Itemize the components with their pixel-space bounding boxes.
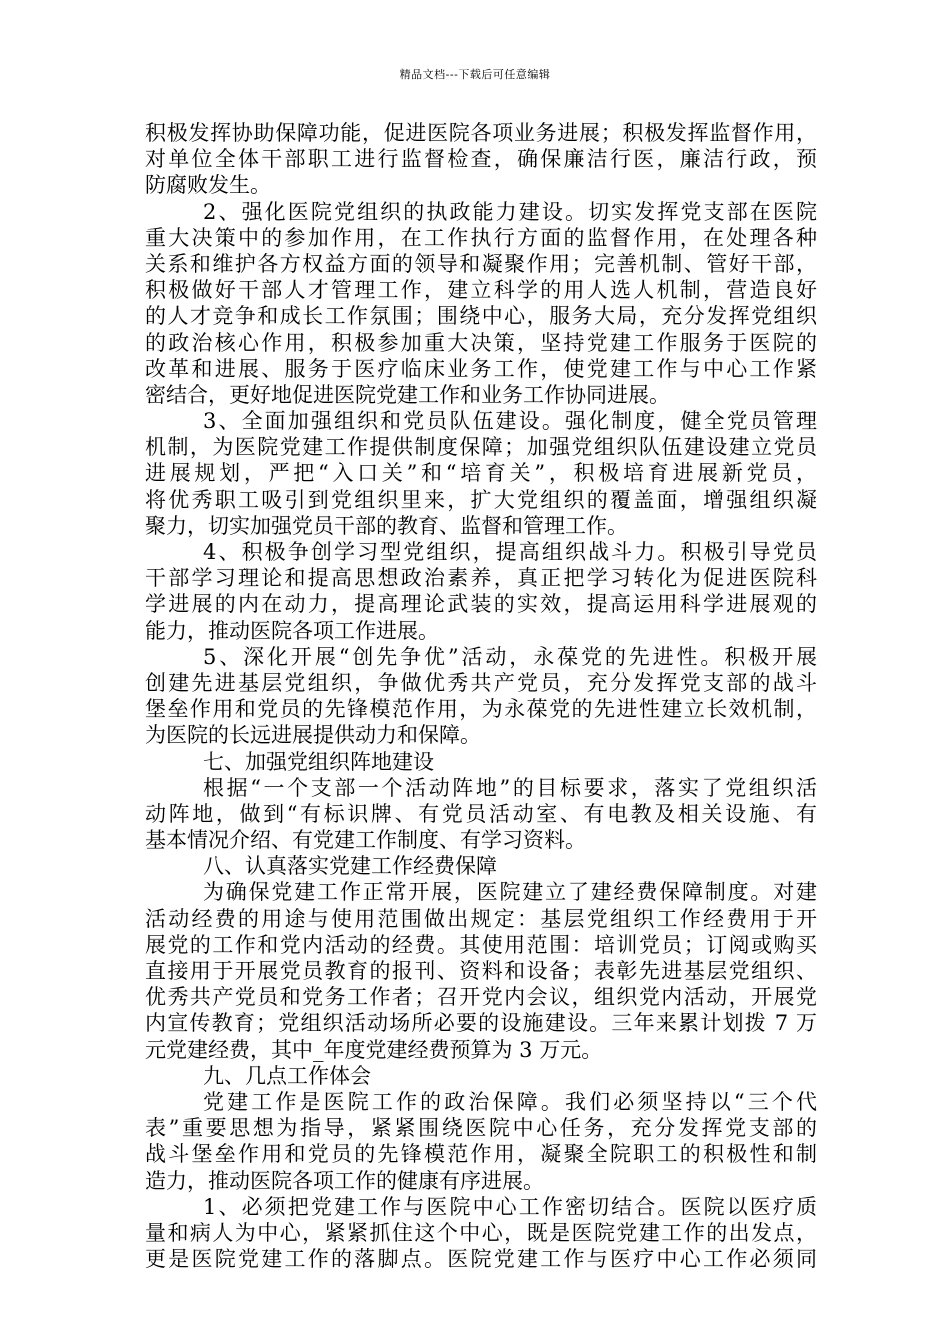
text-line: 堡垒作用和党员的先锋模范作用，为永葆党的先进性建立长效机制， — [145, 697, 817, 722]
text-line: 党建工作是医院工作的政治保障。我们必须坚持以“三个代 — [203, 1089, 817, 1114]
text-line: 1、必须把党建工作与医院中心工作密切结合。医院以医疗质 — [203, 1194, 817, 1219]
text-line: 造力，推动医院各项工作的健康有序进展。 — [145, 1168, 544, 1193]
text-line: 改革和进展、服务于医疗临床业务工作，使党建工作与中心工作紧 — [145, 356, 817, 381]
text-line: 九、几点工作体会 — [203, 1063, 371, 1088]
text-line: 为医院的长远进展提供动力和保障。 — [145, 723, 481, 748]
text-line: 根据“一个支部一个活动阵地”的目标要求，落实了党组织活 — [203, 775, 817, 800]
text-line: 更是医院党建工作的落脚点。医院党建工作与医疗中心工作必须同 — [145, 1247, 817, 1272]
text-line: 能力，推动医院各项工作进展。 — [145, 618, 439, 643]
text-line: 活动经费的用途与使用范围做出规定：基层党组织工作经费用于开 — [145, 906, 817, 931]
text-line: 战斗堡垒作用和党员的先锋模范作用，凝聚全院职工的积极性和制 — [145, 1142, 817, 1167]
text-line: 积极做好干部人才管理工作，建立科学的用人选人机制，营造良好 — [145, 278, 817, 303]
text-line: 学进展的内在动力，提高理论武装的实效，提高运用科学进展观的 — [145, 592, 817, 617]
text-line: 3、全面加强组织和党员队伍建设。强化制度，健全党员管理 — [203, 409, 817, 434]
document-body — [145, 120, 817, 1272]
text-line: 对单位全体干部职工进行监督检查，确保廉洁行医，廉洁行政，预 — [145, 147, 817, 172]
page-header: 精品文档---下载后可任意编辑 — [399, 68, 551, 81]
text-line: 优秀共产党员和党务工作者；召开党内会议，组织党内活动，开展党 — [145, 985, 817, 1010]
text-line: 机制，为医院党建工作提供制度保障；加强党组织队伍建设建立党员 — [145, 435, 817, 460]
text-line: 将优秀职工吸引到党组织里来，扩大党组织的覆盖面，增强组织凝 — [145, 487, 817, 512]
text-line: 为确保党建工作正常开展，医院建立了建经费保障制度。对建 — [203, 880, 817, 905]
text-line: 创建先进基层党组织，争做优秀共产党员，充分发挥党支部的战斗 — [145, 670, 817, 695]
text-line: 展党的工作和党内活动的经费。其使用范围：培训党员；订阅或购买 — [145, 932, 817, 957]
text-line: 关系和维护各方权益方面的领导和凝聚作用；完善机制、管好干部， — [145, 251, 817, 276]
text-line: 表”重要思想为指导，紧紧围绕医院中心任务，充分发挥党支部的 — [145, 1116, 817, 1141]
text-line: 防腐败发生。 — [145, 173, 271, 198]
text-line: 积极发挥协助保障功能，促进医院各项业务进展；积极发挥监督作用， — [145, 121, 817, 145]
text-line: 4、积极争创学习型党组织，提高组织战斗力。积极引导党员 — [203, 540, 817, 564]
text-line: 动阵地，做到“有标识牌、有党员活动室、有电教及相关设施、有 — [145, 801, 817, 826]
text-line: 直接用于开展党员教育的报刊、资料和设备；表彰先进基层党组织、 — [145, 959, 817, 983]
text-line: 进展规划，严把“入口关”和“培育关”，积极培育进展新党员， — [145, 461, 817, 486]
text-line: 5、深化开展“创先争优”活动，永葆党的先进性。积极开展 — [203, 644, 817, 669]
text-line: 干部学习理论和提高思想政治素养，真正把学习转化为促进医院科 — [145, 566, 817, 591]
text-line: 聚力，切实加强党员干部的教育、监督和管理工作。 — [145, 513, 628, 538]
text-line: 量和病人为中心，紧紧抓住这个中心，既是医院党建工作的出发点， — [145, 1220, 817, 1245]
text-line: 元党建经费，其中_年度党建经费预算为 3 万元。 — [145, 1037, 603, 1062]
text-line: 七、加强党组织阵地建设 — [203, 749, 434, 774]
text-line: 2、强化医院党组织的执政能力建设。切实发挥党支部在医院 — [203, 199, 817, 224]
text-line: 的人才竞争和成长工作氛围；围绕中心，服务大局，充分发挥党组织 — [145, 304, 817, 329]
text-line: 重大决策中的参加作用，在工作执行方面的监督作用，在处理各种 — [145, 225, 817, 250]
text-line: 基本情况介绍、有党建工作制度、有学习资料。 — [145, 828, 586, 853]
text-line: 密结合，更好地促进医院党建工作和业务工作协同进展。 — [145, 382, 670, 407]
text-line: 的政治核心作用，积极参加重大决策，坚持党建工作服务于医院的 — [145, 330, 817, 355]
text-line: 八、认真落实党建工作经费保障 — [203, 854, 497, 879]
text-line: 内宣传教育；党组织活动场所必要的设施建设。三年来累计划拨 7 万 — [145, 1011, 817, 1036]
